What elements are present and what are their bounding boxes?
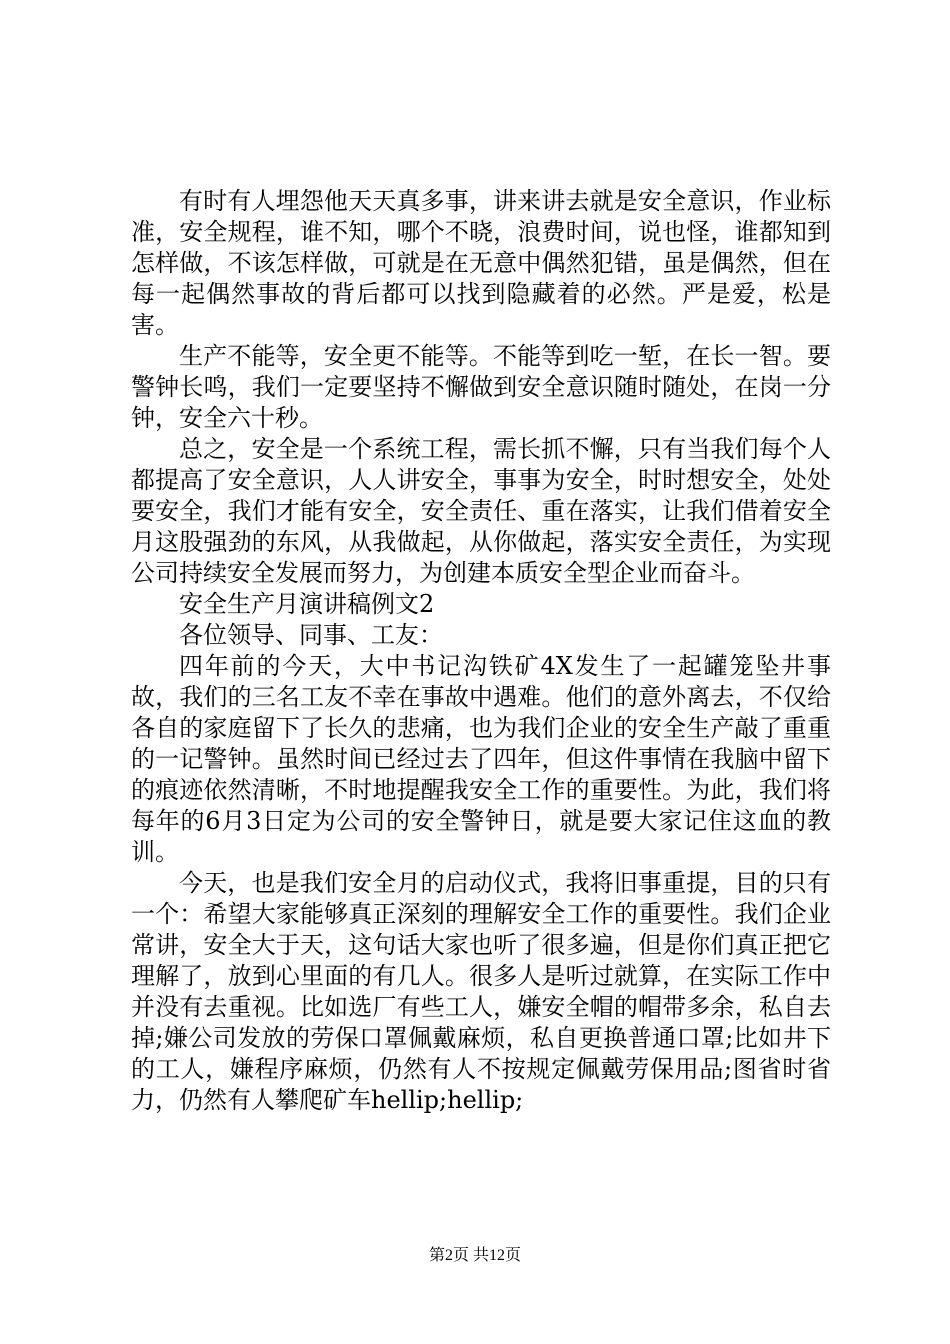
paragraph-5: 今天，也是我们安全月的启动仪式，我将旧事重提，目的只有一个：希望大家能够真正深刻的理解安全工作的重要性。我们企业常讲，安全大于天，这句话大家也听了很多遍，但是你们真正把它理解了，放到心里面的有几人。很多人是听过就算，在实际工作中并没有去重视。比如选厂有些工人，嫌安全帽的帽带多余，私自去掉;嫌公司发放的劳保口罩佩戴麻烦，私自更换普通口罩;比如井下的工人，嫌程序麻烦，仍然有人不按规定佩戴劳保用品;图省时省力，仍然有人攀爬矿车hellip;hellip;	[131, 869, 831, 1114]
page-number-footer: 第2页 共12页	[428, 1247, 521, 1264]
paragraph-1: 有时有人埋怨他天天真多事，讲来讲去就是安全意识，作业标准，安全规程，谁不知，哪个不晓，浪费时间，说也怪，谁都知到怎样做，不该怎样做，可就是在无意中偶然犯错，虽是偶然，但在每一起偶然事故的背后都可以找到隐藏着的必然。严是爱，松是害。	[131, 187, 831, 339]
paragraph-3: 总之，安全是一个系统工程，需长抓不懈，只有当我们每个人都提高了安全意识，人人讲安全，事事为安全，时时想安全，处处要安全，我们才能有安全，安全责任、重在落实，让我们借着安全月这股强劲的东风，从我做起，从你做起，落实安全责任，为实现公司持续安全发展而努力，为创建本质安全型企业而奋斗。	[131, 435, 831, 587]
section-heading: 安全生产月演讲稿例文2	[179, 590, 435, 618]
paragraph-2: 生产不能等，安全更不能等。不能等到吃一堑，在长一智。要警钟长鸣，我们一定要坚持不懈做到安全意识随时随处，在岗一分钟，安全六十秒。	[131, 342, 831, 432]
paragraph-4: 四年前的今天，大中书记沟铁矿4X发生了一起罐笼坠井事故，我们的三名工友不幸在事故中遇难。他们的意外离去，不仅给各自的家庭留下了长久的悲痛，也为我们企业的安全生产敲了重重的一记警钟。虽然时间已经过去了四年，但这件事情在我脑中留下的痕迹依然清晰，不时地提醒我安全工作的重要性。为此，我们将每年的6月3日定为公司的安全警钟日，就是要大家记住这血的教训。	[131, 652, 831, 866]
document-body	[131, 186, 831, 1116]
salutation: 各位领导、同事、工友：	[179, 621, 443, 649]
